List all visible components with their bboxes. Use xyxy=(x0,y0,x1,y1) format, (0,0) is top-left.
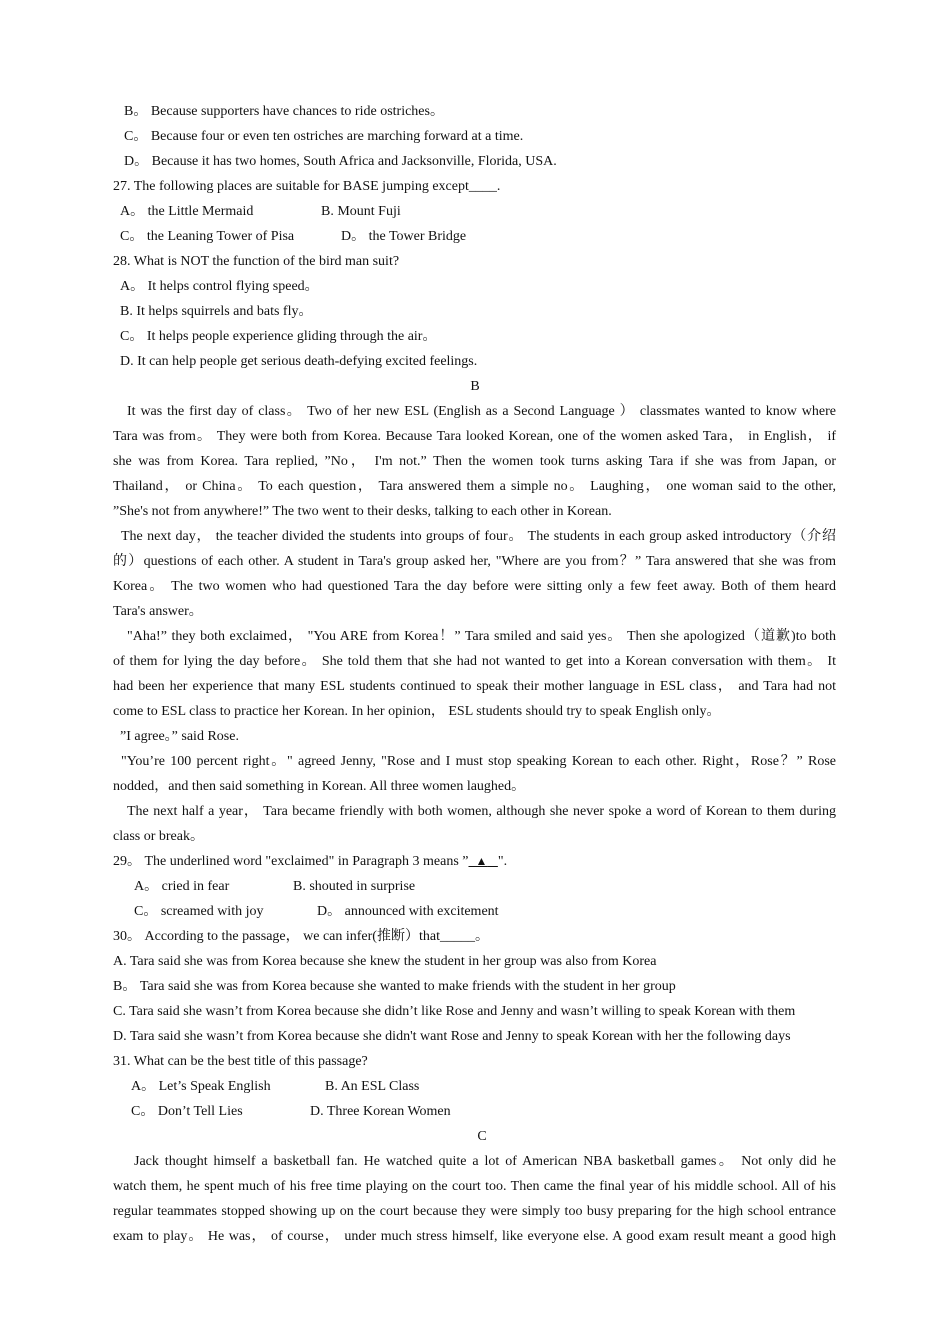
q30-option-a: A. Tara said she was from Korea because she knew the student in her group was also from Korea xyxy=(113,954,657,969)
section-c-heading: C xyxy=(477,1129,487,1144)
q31-option-d: D. Three Korean Women xyxy=(310,1104,451,1119)
q29-option-c: C。 screamed with joy xyxy=(134,904,264,919)
passage-b-p6-line1: The next half a year， Tara became friendly with both women, although she never spoke a word of Korean to them during xyxy=(127,804,836,819)
q28-stem: 28. What is NOT the function of the bird man suit? xyxy=(113,254,400,269)
passage-b-p6-line2: class or break。 xyxy=(113,829,204,844)
passage-b-p1-line3: she was from Korea. Tara replied, ”No， I'm not.” Then the women took turns asking Tara if she was from Japan, or xyxy=(113,454,836,469)
passage-b-p5-line2: nodded，and then said something in Korean. All three women laughed。 xyxy=(113,779,526,794)
passage-c-p1-line1: Jack thought himself a basketball fan. He watched quite a lot of American NBA basketball games。 Not only did he xyxy=(134,1154,836,1169)
q27-option-d: D。 the Tower Bridge xyxy=(341,229,467,244)
q27-option-c: C。 the Leaning Tower of Pisa xyxy=(120,229,295,244)
q30-option-d: D. Tara said she wasn’t from Korea because she didn't want Rose and Jenny to speak Korean with her the following days xyxy=(113,1029,791,1044)
q30-stem: 30。 According to the passage， we can infer(推断）that_____。 xyxy=(113,929,489,944)
passage-b-p2-line1: The next day， the teacher divided the students into groups of four。 The students in each group asked introductory（介绍 xyxy=(121,529,836,544)
passage-b-p1-line1: It was the first day of class。 Two of her new ESL (English as a Second Language ） classmates wanted to know where xyxy=(127,404,836,419)
passage-b-p1-line4: Thailand， or China。 To each question， Tara answered them a simple no。 Laughing， one woman said to the other, xyxy=(113,479,836,494)
q27-stem: 27. The following places are suitable for BASE jumping except____. xyxy=(113,179,501,194)
passage-c-p1-line4: exam to play。 He was， of course， under much stress himself, like everyone else. A good exam result meant a good high xyxy=(113,1229,836,1244)
passage-b-p2-line3: Korea。 The two women who had questioned Tara the day before were sitting only a few feet away. Both of them heard xyxy=(113,579,836,594)
q29-option-b: B. shouted in surprise xyxy=(293,879,416,894)
q31-option-b: B. An ESL Class xyxy=(325,1079,420,1094)
passage-b-p3-line1: "Aha!” they both exclaimed， "You ARE from Korea！” Tara smiled and said yes。 Then she apologized（道歉)to both xyxy=(127,629,836,644)
q29-blank-mark: ▲ xyxy=(475,854,488,868)
passage-b-p3-line3: had been her experience that many ESL students continued to speak their mother language in ESL class， and Tara had not xyxy=(113,679,836,694)
passage-b-p2-line4: Tara's answer。 xyxy=(113,604,203,619)
q31-stem: 31. What can be the best title of this passage? xyxy=(113,1054,368,1069)
q29-option-a: A。 cried in fear xyxy=(134,879,230,894)
passage-b-p1-line5: ”She's not from anywhere!” The two went to their desks, talking to each other in Korean. xyxy=(113,504,612,519)
passage-b-p4: ”I agree。” said Rose. xyxy=(120,729,239,744)
passage-b-p5-line1: "You’re 100 percent right。" agreed Jenny, "Rose and I must stop speaking Korean to each other. Right，Rose？” Rose xyxy=(121,754,836,769)
q31-option-a: A。 Let’s Speak English xyxy=(131,1079,271,1094)
q30-option-c: C. Tara said she wasn’t from Korea because she didn’t like Rose and Jenny and wasn’t willing to speak Korean with them xyxy=(113,1004,796,1019)
q30-option-b: B。 Tara said she was from Korea because she wanted to make friends with the student in her group xyxy=(113,979,676,994)
q28-option-c: C。 It helps people experience gliding through the air。 xyxy=(120,329,437,344)
q29-option-d: D。 announced with excitement xyxy=(317,904,499,919)
q28-option-d: D. It can help people get serious death-defying excited feelings. xyxy=(120,354,478,369)
q29-answer-blank xyxy=(468,854,497,869)
q28-option-a: A。 It helps control flying speed。 xyxy=(120,279,319,294)
q29-stem-after: ". xyxy=(497,854,508,869)
q29-stem-before: 29。 The underlined word "exclaimed" in Paragraph 3 means ” xyxy=(113,854,469,869)
q27-option-b: B. Mount Fuji xyxy=(321,204,401,219)
passage-c-p1-line3: regular teammates stopped showing up on the court because they were simply too busy preparing for the high school entrance xyxy=(113,1204,836,1219)
q29-stem xyxy=(113,849,507,874)
passage-b-p1-line2: Tara was from。 They were both from Korea. Because Tara looked Korean, one of the women asked Tara， in English， if xyxy=(113,429,836,444)
q27-option-a: A。 the Little Mermaid xyxy=(120,204,254,219)
q26-option-c: C。 Because four or even ten ostriches are marching forward at a time. xyxy=(124,129,524,144)
passage-b-p2-line2: 的）questions of each other. A student in Tara's group asked her, "Where are you from？” Tara answered that she was from xyxy=(113,554,836,569)
passage-b-p3-line2: of them for lying the day before。 She told them that she had not wanted to get into a Korean conversation with them。 It xyxy=(113,654,836,669)
passage-c-p1-line2: watch them, he spent much of his free time playing on the court too. Then came the final year of his middle school. All of his xyxy=(113,1179,836,1194)
q28-option-b: B. It helps squirrels and bats fly。 xyxy=(120,304,313,319)
q26-option-b: B。 Because supporters have chances to ride ostriches。 xyxy=(124,104,444,119)
passage-b-p3-line4: come to ESL class to practice her Korean. In her opinion， ESL students should try to speak English only。 xyxy=(113,704,721,719)
section-b-heading: B xyxy=(470,379,480,394)
q26-option-d: D。 Because it has two homes, South Africa and Jacksonville, Florida, USA. xyxy=(124,154,557,169)
q31-option-c: C。 Don’t Tell Lies xyxy=(131,1104,243,1119)
